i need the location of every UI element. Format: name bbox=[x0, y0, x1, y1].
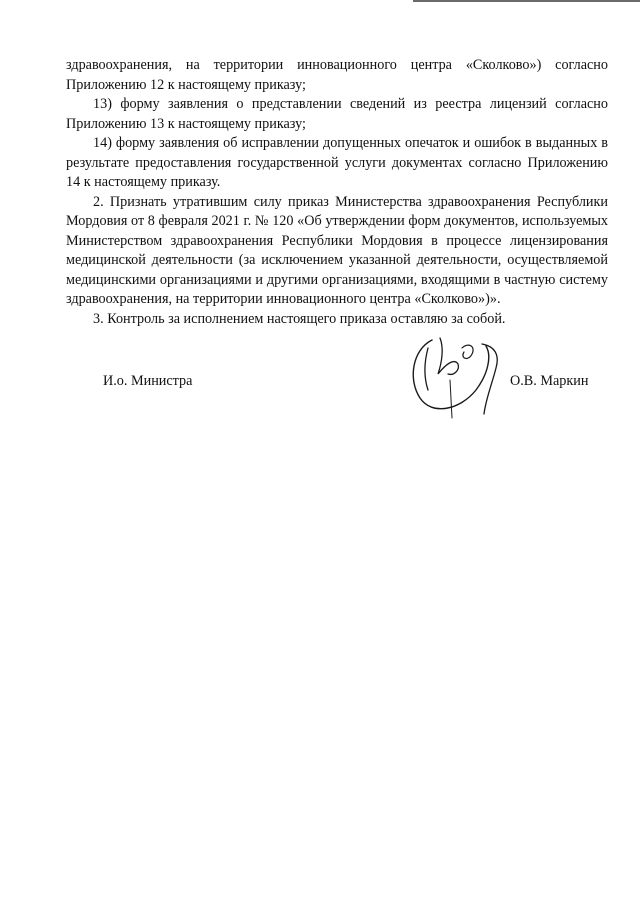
paragraph-item-13: 13) форму заявления о представлении сведений из реестра лицензий согласно Приложению 13 к настоящему приказу; bbox=[66, 96, 608, 132]
signatory-title: И.о. Министра bbox=[103, 373, 193, 389]
signatory-name: О.В. Маркин bbox=[510, 373, 589, 389]
paragraph-clause-2: 2. Признать утратившим силу приказ Министерства здравоохранения Республики Мордовия от 8 февраля 2021 г. № 120 «Об утверждении форм документов, используемых Министерством здравоохранения Республики Мордовия в процессе лицензирования медицинской деятельности (за исключением указанной деятельности, осуществляемой медицинскими организациями и другими организациями, входящими в частную систему здравоохранения, на территории инновационного центра «Сколково»)». bbox=[66, 193, 608, 307]
signature-block bbox=[0, 318, 640, 428]
paragraph-continuation: здравоохранения, на территории инновационного центра «Сколково») согласно Приложению 12 к настоящему приказу; bbox=[66, 57, 608, 93]
handwritten-signature-icon bbox=[402, 318, 514, 428]
paragraph-item-14: 14) форму заявления об исправлении допущенных опечаток и ошибок в выданных в результате предоставления государственной услуги документах согласно Приложению 14 к настоящему приказу. bbox=[66, 135, 608, 190]
top-border-line bbox=[413, 0, 640, 2]
paragraph-clause-3: 3. Контроль за исполнением настоящего приказа оставляю за собой. bbox=[93, 310, 506, 327]
document-body bbox=[66, 56, 608, 329]
